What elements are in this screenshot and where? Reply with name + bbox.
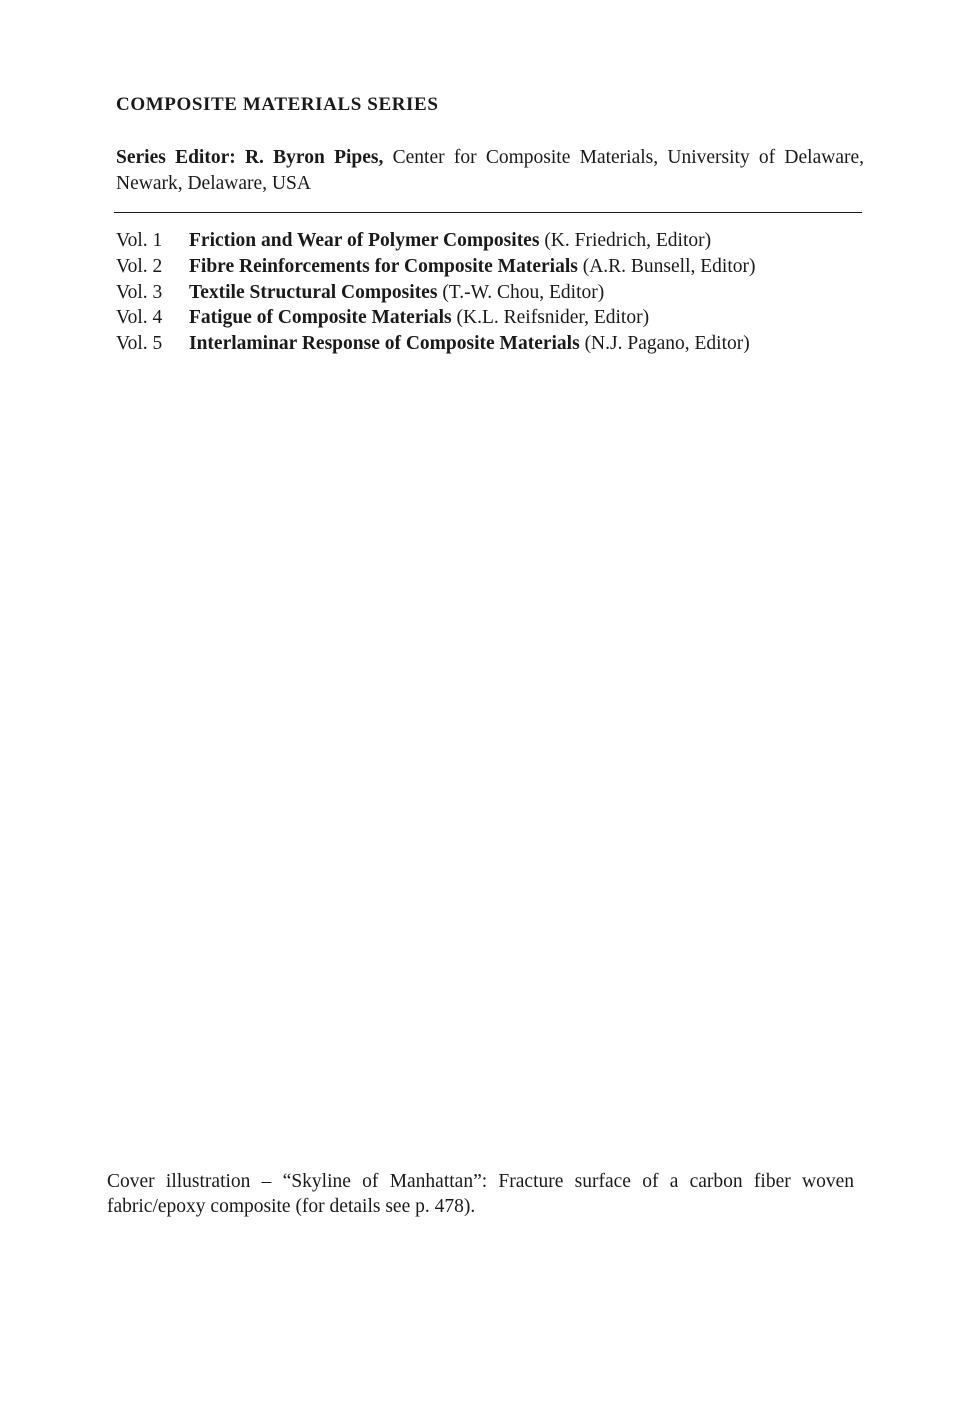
- volume-number: Vol. 5: [116, 333, 163, 355]
- volume-item-2: [116, 254, 876, 280]
- volume-title: Interlaminar Response of Composite Materials: [189, 333, 580, 355]
- volume-editor: (N.J. Pagano, Editor): [579, 333, 750, 355]
- volume-title: Friction and Wear of Polymer Composites: [189, 230, 540, 251]
- volume-item-4: [116, 305, 876, 331]
- series-title: COMPOSITE MATERIALS SERIES: [116, 94, 439, 115]
- volume-title: Textile Structural Composites: [189, 281, 438, 303]
- volume-editor: (T.-W. Chou, Editor): [437, 281, 605, 303]
- volume-list: [116, 228, 876, 357]
- volume-editor: (K.L. Reifsnider, Editor): [451, 307, 650, 329]
- volume-editor: (A.R. Bunsell, Editor): [577, 255, 756, 277]
- volume-title: Fatigue of Composite Materials: [189, 307, 452, 329]
- volume-title: Fibre Reinforcements for Composite Materials: [189, 255, 578, 277]
- volume-item-5: [116, 331, 876, 357]
- series-editor-line: [116, 145, 864, 197]
- volume-number: Vol. 4: [116, 307, 163, 329]
- divider-rule: [114, 212, 862, 213]
- cover-illustration-note: Cover illustration – “Skyline of Manhattan”: Fracture surface of a carbon fiber woven fabric/epoxy composite (for details see p. 478).: [107, 1171, 854, 1217]
- series-editor-lead: Series Editor: R. Byron Pipes,: [116, 147, 384, 168]
- volume-item-1: [116, 228, 876, 254]
- volume-item-3: [116, 280, 876, 306]
- volume-number: Vol. 1: [116, 230, 163, 251]
- volume-number: Vol. 3: [116, 281, 163, 303]
- series-editor-affiliation: Center for Composite Materials, University of Delaware, Newark, Delaware, USA: [116, 147, 865, 194]
- volume-editor: (K. Friedrich, Editor): [539, 230, 712, 251]
- volume-number: Vol. 2: [116, 255, 163, 277]
